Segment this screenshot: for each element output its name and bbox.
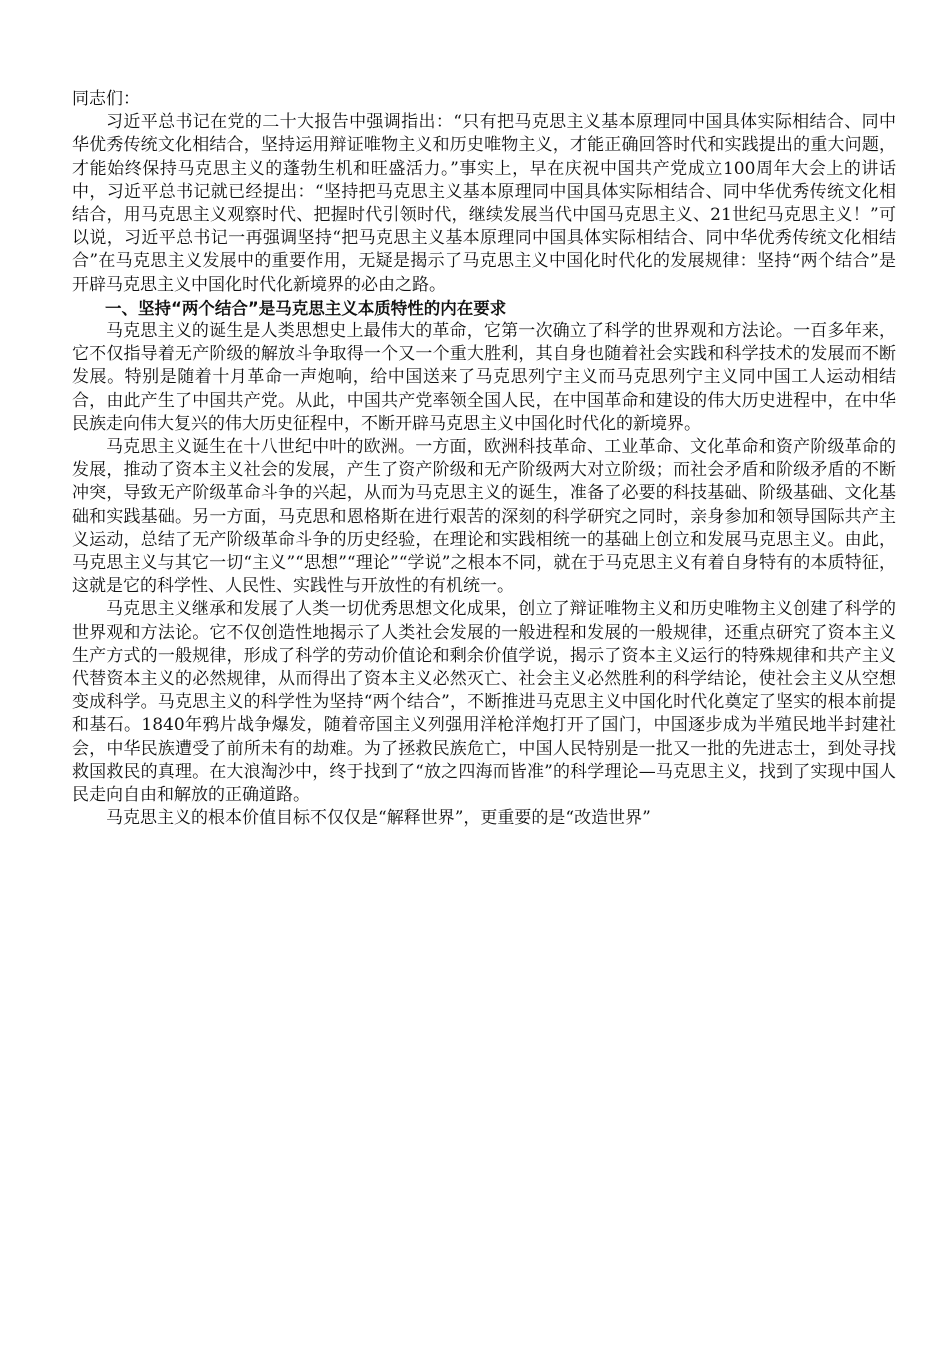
salutation: 同志们： — [72, 89, 140, 109]
paragraph-value-goal: 马克思主义的根本价值目标不仅仅是“解释世界”，更重要的是“改造世界” — [106, 808, 651, 829]
paragraph-intro: 习近平总书记在党的二十大报告中强调指出：“只有把马克思主义基本原理同中国具体实际相结合、同中华优秀传统文化相结合，坚持运用辩证唯物主义和历史唯物主义，才能正确回答时代和实践提出的重大问题，才能始终保持马克思主义的蓬勃生机和旺盛活力。”事实上，早在庆祝中国共产党成立100周年大会上的讲话中，习近平总书记就已经提出：“坚持把马克思主义基本原理同中国具体实际相结合、同中华优秀传统文化相结合，用马克思主义观察时代、把握时代引领时代，继续发展当代中国马克思主义、21世纪马克思主义！”可以说，习近平总书记一再强调坚持“把马克思主义基本原理同中国具体实际相结合、同中华优秀传统文化相结合”在马克思主义发展中的重要作用，无疑是揭示了马克思主义中国化时代化的发展规律：坚持“两个结合”是开辟马克思主义中国化时代化新境界的必由之路。 — [72, 112, 896, 295]
section-heading-1: 一、坚持“两个结合”是马克思主义本质特性的内在要求 — [105, 298, 507, 318]
paragraph-historical-context: 马克思主义诞生在十八世纪中叶的欧洲。一方面，欧洲科技革命、工业革命、文化革命和资产阶级革命的发展，推动了资本主义社会的发展，产生了资产阶级和无产阶级两大对立阶级；而社会矛盾和阶级矛盾的不断冲突，导致无产阶级革命斗争的兴起，从而为马克思主义的诞生，准备了必要的科技基础、阶级基础、文化基础和实践基础。另一方面，马克思和恩格斯在进行艰苦的深刻的科学研究之同时，亲身参加和领导国际共产主义运动，总结了无产阶级革命斗争的历史经验，在理论和实践相统一的基础上创立和发展马克思主义。由此，马克思主义与其它一切“主义”“思想”“理论”“学说”之根本不同，就在于马克思主义有着自身特有的本质特征，这就是它的科学性、人民性、实践性与开放性的有机统一。 — [72, 437, 896, 597]
document-body — [72, 88, 896, 831]
paragraph-birth-of-marxism: 马克思主义的诞生是人类思想史上最伟大的革命，它第一次确立了科学的世界观和方法论。一百多年来，它不仅指导着无产阶级的解放斗争取得一个又一个重大胜利，其自身也随着社会实践和科学技术的发展而不断发展。特别是随着十月革命一声炮响，给中国送来了马克思列宁主义而马克思列宁主义同中国工人运动相结合，由此产生了中国共产党。从此，中国共产党率领全国人民，在中国革命和建设的伟大历史进程中，在中华民族走向伟大复兴的伟大历史征程中，不断开辟马克思主义中国化时代化的新境界。 — [72, 321, 896, 434]
paragraph-scientific-nature: 马克思主义继承和发展了人类一切优秀思想文化成果，创立了辩证唯物主义和历史唯物主义创建了科学的世界观和方法论。它不仅创造性地揭示了人类社会发展的一般进程和发展的一般规律，还重点研究了资本主义生产方式的一般规律，形成了科学的劳动价值论和剩余价值学说，揭示了资本主义运行的特殊规律和共产主义代替资本主义的必然规律，从而得出了资本主义必然灭亡、社会主义必然胜利的科学结论，使社会主义从空想变成科学。马克思主义的科学性为坚持“两个结合”，不断推进马克思主义中国化时代化奠定了坚实的根本前提和基石。1840年鸦片战争爆发，随着帝国主义列强用洋枪洋炮打开了国门，中国逐步成为半殖民地半封建社会，中华民族遭受了前所未有的劫难。为了拯救民族危亡，中国人民特别是一批又一批的先进志士，到处寻找救国救民的真理。在大浪淘沙中，终于找到了“放之四海而皆准”的科学理论—马克思主义，找到了实现中国人民走向自由和解放的正确道路。 — [72, 599, 896, 806]
